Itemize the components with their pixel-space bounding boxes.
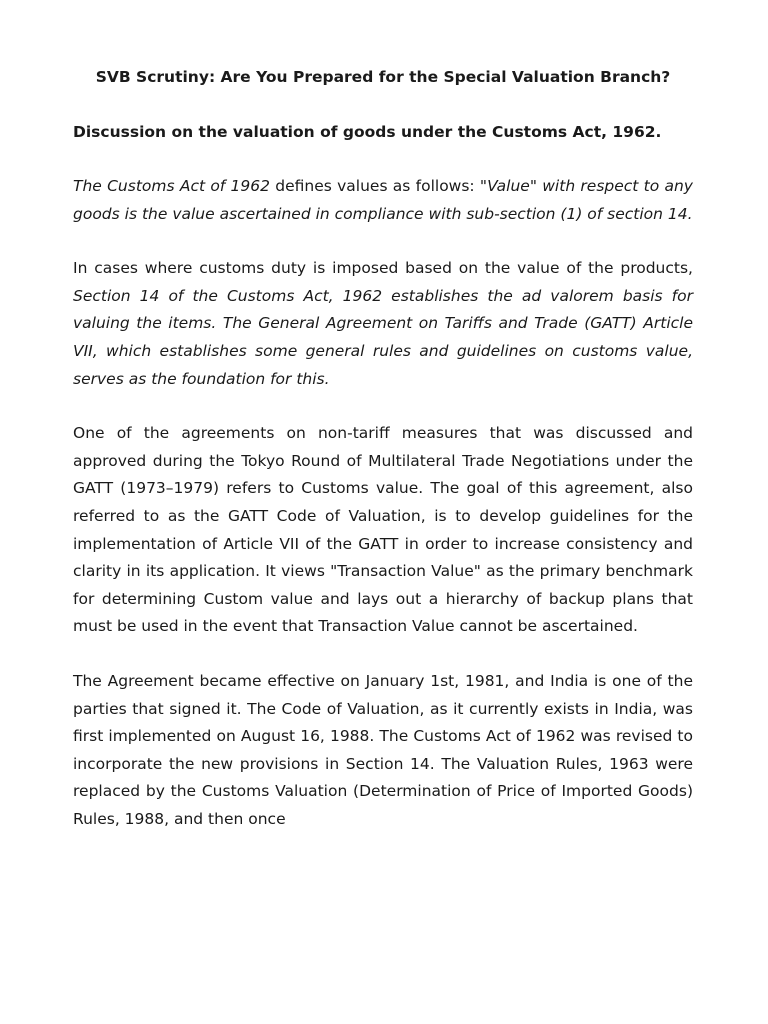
document-subtitle: Discussion on the valuation of goods under the Customs Act, 1962. [73, 123, 662, 141]
paragraph-section-14 [73, 255, 693, 393]
document-page [73, 63, 693, 833]
value-term-italic: Value [487, 177, 530, 195]
document-title: SVB Scrutiny: Are You Prepared for the Special Valuation Branch? [95, 68, 671, 86]
closing-quote: " [529, 177, 537, 195]
paragraph-gatt-code: One of the agreements on non-tariff measures that was discussed and approved during the Tokyo Round of Multilateral Trade Negotiations under the GATT (1973–1979) refers to Customs value. The goal of this agreement, also referred to as the GATT Code of Valuation, is to develop guidelines for the implementation of Article VII of the GATT in order to increase consistency and clarity in its application. It views "Transaction Value" as the primary benchmark for determining Custom value and lays out a hierarchy of backup plans that must be used in the event that Transaction Value cannot be ascertained. [73, 424, 693, 636]
definition-intro: defines values as follows: " [269, 177, 488, 195]
act-name-italic: The Customs Act of 1962 [73, 177, 270, 195]
definition-text-italic: with respect to any goods is the value ascertained in compliance with sub-section (1) of section 14. [73, 177, 693, 223]
paragraph-india-adoption: The Agreement became effective on January 1st, 1981, and India is one of the parties that signed it. The Code of Valuation, as it currently exists in India, was first implemented on August 16, 1988. The Customs Act of 1962 was revised to incorporate the new provisions in Section 14. The Valuation Rules, 1963 were replaced by the Customs Valuation (Determination of Price of Imported Goods) Rules, 1988, and then once [73, 671, 693, 828]
section-14-intro: In cases where customs duty is imposed based on the value of the products, [73, 259, 693, 278]
section-14-italic: Section 14 of the Customs Act, 1962 establishes the ad valorem basis for valuing the items. The General Agreement on Tariffs and Trade (GATT) Article VII, which establishes some general rules and guidelines on customs value, serves as the foundation for this. [73, 286, 693, 388]
paragraph-definition [73, 173, 693, 228]
